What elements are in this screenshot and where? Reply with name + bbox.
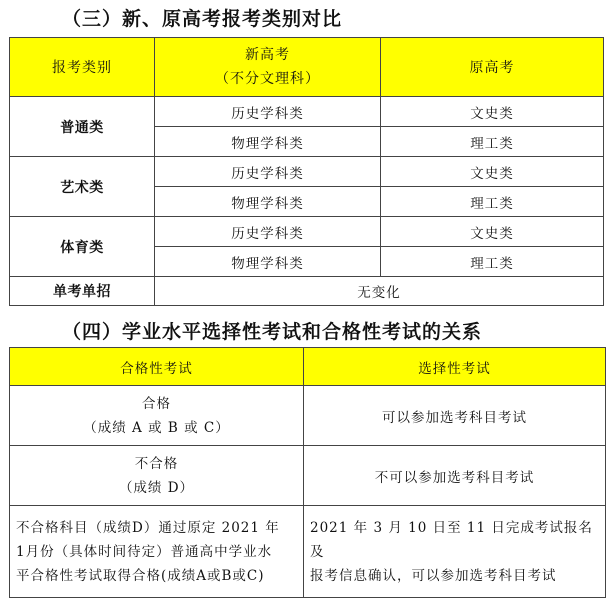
fail-line1: 不合格 (134, 455, 179, 472)
registration-line2: 报考信息确认，可以参加选考科目考试 (310, 567, 557, 584)
qualifying-pass-cell (10, 386, 304, 446)
retake-condition-cell (10, 506, 304, 598)
old-subject-cell: 理工类 (381, 127, 604, 157)
new-subject-cell: 物理学科类 (155, 127, 381, 157)
old-subject-cell: 文史类 (381, 157, 604, 187)
exam-relation-table (9, 347, 606, 598)
header-new-gaokao-line2: （不分文理科） (215, 71, 320, 87)
registration-info-cell (304, 506, 606, 598)
new-subject-cell: 物理学科类 (155, 247, 381, 277)
old-subject-cell: 理工类 (381, 187, 604, 217)
header-selective-exam: 选择性考试 (304, 348, 606, 386)
table-header-row (10, 38, 604, 97)
category-label-single: 单考单招 (10, 277, 155, 306)
table-row (10, 506, 606, 598)
single-value-cell: 无变化 (155, 277, 604, 306)
retake-line3: 平合格性考试取得合格(成绩A或B或C) (16, 567, 265, 584)
retake-line1: 不合格科目（成绩D）通过原定 2021 年 (16, 519, 280, 536)
new-subject-cell: 物理学科类 (155, 187, 381, 217)
header-old-gaokao: 原高考 (381, 38, 604, 97)
header-new-gaokao (155, 38, 381, 97)
table-row (10, 386, 606, 446)
retake-line2: 1月份（具体时间待定）普通高中学业水 (16, 543, 273, 560)
header-new-gaokao-line1: 新高考 (245, 47, 290, 63)
selective-allowed-cell: 可以参加选考科目考试 (304, 386, 606, 446)
section-3-title: （三）新、原高考报考类别对比 (62, 8, 343, 30)
old-subject-cell: 文史类 (381, 97, 604, 127)
table-row (10, 217, 604, 247)
category-label-yishu: 艺术类 (10, 157, 155, 217)
fail-line2: （成绩 D） (118, 479, 195, 496)
old-subject-cell: 文史类 (381, 217, 604, 247)
pass-line2: （成绩 A 或 B 或 C） (83, 419, 230, 436)
category-label-putong: 普通类 (10, 97, 155, 157)
table-row (10, 97, 604, 127)
new-subject-cell: 历史学科类 (155, 97, 381, 127)
old-subject-cell: 理工类 (381, 247, 604, 277)
category-label-tiyu: 体育类 (10, 217, 155, 277)
table-row (10, 446, 606, 506)
table-row (10, 157, 604, 187)
header-qualifying-exam: 合格性考试 (10, 348, 304, 386)
table-row (10, 277, 604, 306)
new-subject-cell: 历史学科类 (155, 217, 381, 247)
exam-category-comparison-table (9, 37, 604, 306)
new-subject-cell: 历史学科类 (155, 157, 381, 187)
selective-not-allowed-cell: 不可以参加选考科目考试 (304, 446, 606, 506)
header-exam-category: 报考类别 (10, 38, 155, 97)
pass-line1: 合格 (142, 395, 171, 412)
registration-line1: 2021 年 3 月 10 日至 11 日完成考试报名及 (310, 519, 593, 560)
section-4-title: （四）学业水平选择性考试和合格性考试的关系 (62, 321, 483, 343)
table-header-row (10, 348, 606, 386)
qualifying-fail-cell (10, 446, 304, 506)
